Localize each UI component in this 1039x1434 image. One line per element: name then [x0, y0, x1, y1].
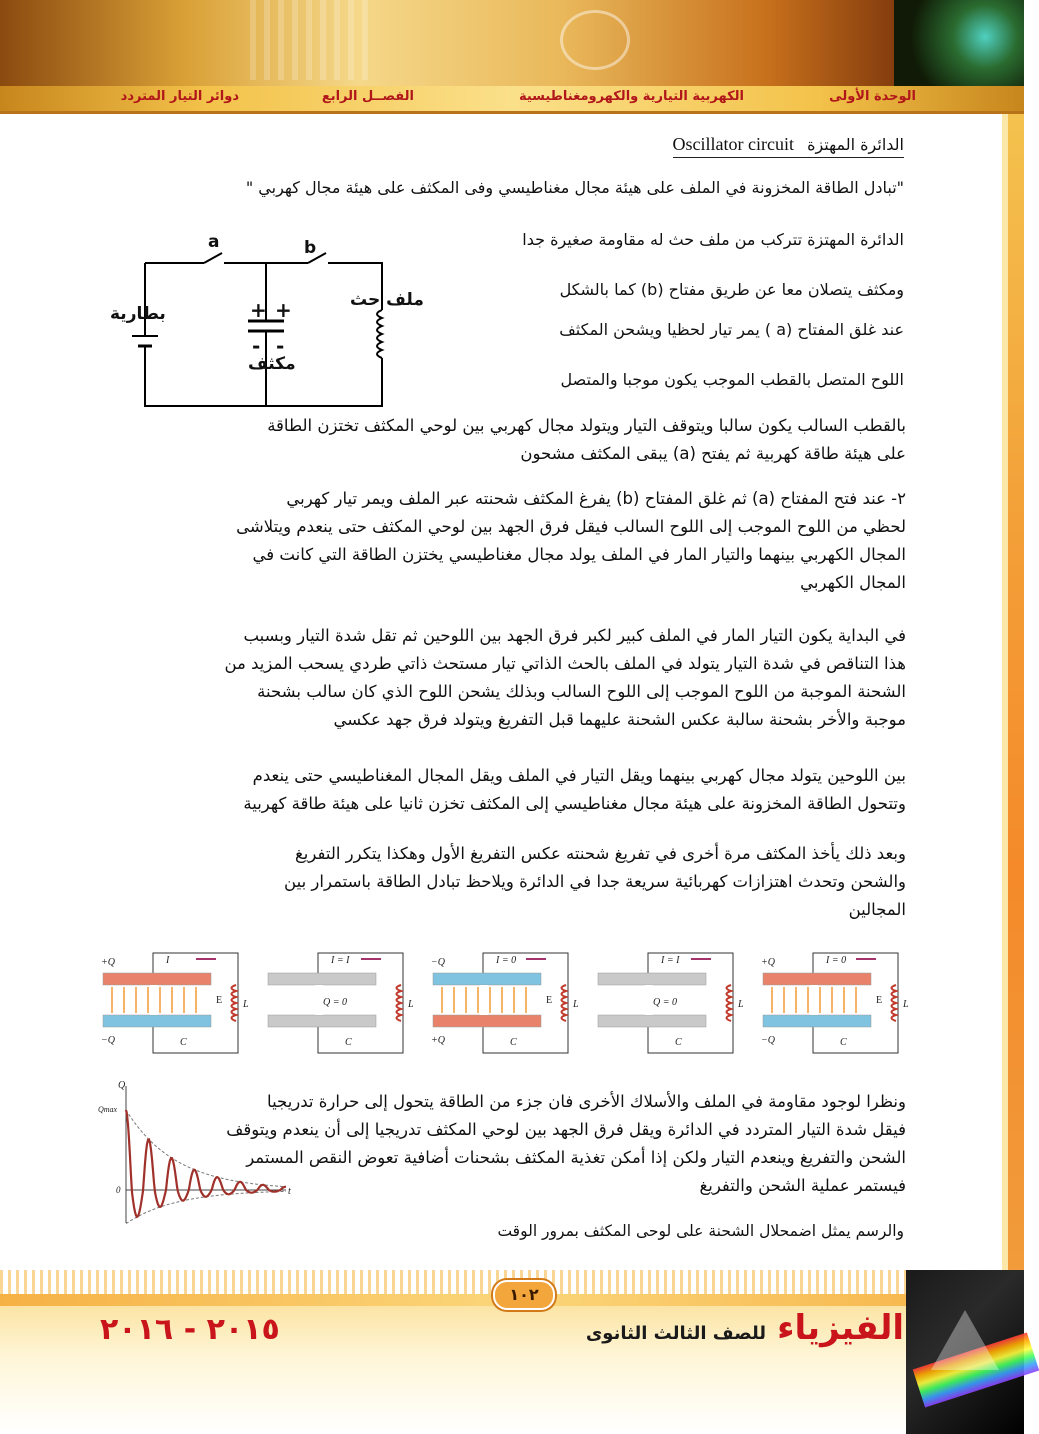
intro-line-3: عند غلق المفتاح (a ) يمر تيار لحظيا ويشحن المكثف [559, 320, 904, 339]
capacitor-label: C [510, 1037, 517, 1048]
q-zero-label: Q = 0 [323, 997, 347, 1008]
capacitor-top-plate [103, 973, 211, 985]
capacitor-top-plate [433, 973, 541, 985]
zero-label: 0 [116, 1185, 121, 1195]
inductor-coil-icon [727, 985, 732, 1021]
q-zero-label: Q = 0 [653, 997, 677, 1008]
text-line: فيستمر عملية الشحن والتفريغ [699, 1176, 906, 1195]
e-field-label: E [216, 995, 223, 1006]
figure-caption: والرسم يمثل اضمحلال الشحنة على لوحى المكثف بمرور الوقت [497, 1222, 904, 1240]
text-line: المجال الكهربي بينهما والتيار المار في الملف يولد مجال مغناطيسي يختزن الطاقة التي كانت في [252, 545, 906, 564]
intro-line-2: ومكثف يتصلان معا عن طريق مفتاح (b) كما بالشكل [559, 280, 904, 299]
section-title-ar: الدائرة المهتزة [807, 135, 904, 154]
damped-chart-svg [96, 1078, 296, 1228]
battery-label: بطارية [110, 304, 166, 324]
gap [810, 985, 818, 1015]
charge-label-top: −Q [431, 957, 445, 968]
inductor-label: L [243, 999, 249, 1010]
paragraph-6 [226, 1088, 906, 1200]
inductor-label: L [738, 999, 744, 1010]
qmax-label: Qmax [98, 1105, 118, 1114]
plus-sign: + [250, 298, 267, 322]
text-line: ونظرا لوجود مقاومة في الملف والأسلاك الأخرى فان جزء من الطاقة يتحول إلى حرارة تدريجيا [267, 1092, 906, 1111]
capacitor-top-plate [598, 973, 706, 985]
intro-continuation [267, 412, 906, 468]
gap [480, 985, 488, 1015]
lc-oscillation-svg [98, 945, 909, 1065]
inductor-label: ملف حث [350, 290, 424, 310]
text-line: فيقل شدة التيار المتردد في الدائرة ويقل فرق الجهد بين لوحي المكثف تدريجيا إلى أن ينعدم ويتوقف [226, 1120, 906, 1139]
text-line: المجالين [848, 900, 906, 919]
paragraph-5 [284, 840, 906, 924]
step-2-paragraph [236, 485, 906, 597]
capacitor-label: C [345, 1037, 352, 1048]
banner-corner-image [894, 0, 1024, 92]
e-field-label: E [876, 995, 883, 1006]
paragraph-4 [243, 762, 906, 818]
book-title [586, 1308, 904, 1348]
gap [645, 985, 653, 1015]
book-title-grade: للصف الثالث الثانوى [585, 1323, 767, 1344]
inductor-coil-icon [397, 985, 402, 1021]
inductor-label: L [573, 999, 579, 1010]
breadcrumb-unit: الوحدة الأولى [829, 89, 916, 104]
gap [150, 985, 158, 1015]
intro-line-4: اللوح المتصل بالقطب الموجب يكون موجبا والمتصل [560, 370, 904, 389]
current-label: I [166, 955, 170, 966]
definition-text: "تبادل الطاقة المخزونة في الملف على هيئة مجال مغناطيسي وفى المكثف على هيئة مجال كهربي " [245, 178, 904, 197]
damped-charge-curve [126, 1110, 286, 1217]
charge-label-top: +Q [101, 957, 115, 968]
text-line: المجال الكهربي [800, 573, 906, 592]
text-line: موجبة والأخر بشحنة سالبة عكس الشحنة عليهما قبل التفريغ ويتولد فرق جهد عكسي [333, 710, 906, 729]
capacitor-label: C [180, 1037, 187, 1048]
prism-image [906, 1270, 1024, 1434]
banner-decoration [250, 0, 370, 80]
text-line: لحظي من اللوح الموجب إلى اللوح السالب فيقل فرق الجهد بين لوحي المكثف حتى ينعدم ويتلاشى [236, 517, 906, 536]
current-label: I = 0 [496, 955, 517, 966]
inductor-icon [377, 310, 382, 358]
text-line: الشحن والتفريغ وينعدم التيار ولكن إذا أمكن تغذية المكثف بشحنات أضافية تعوض النقص المستمر [246, 1148, 906, 1167]
current-label: I = 0 [826, 955, 847, 966]
current-label: I = I [331, 955, 350, 966]
text-line: وتتحول الطاقة المخزونة على هيئة مجال مغناطيسي إلى المكثف تخزن ثانيا على هيئة طاقة كهربية [243, 794, 906, 813]
minus-sign: - [276, 334, 285, 358]
inductor-label: L [408, 999, 414, 1010]
academic-year: ٢٠١٥ - ٢٠١٦ [100, 1312, 280, 1347]
capacitor-bottom-plate [103, 1015, 211, 1027]
text-line: ٢- عند فتح المفتاح (a) ثم غلق المفتاح (b) يفرغ المكثف شحنته عبر الملف ويمر تيار كهربي [286, 489, 906, 508]
inductor-label: L [903, 999, 909, 1010]
breadcrumb-strip [0, 86, 1024, 114]
capacitor-label: C [675, 1037, 682, 1048]
y-axis-label: Q [118, 1080, 126, 1091]
capacitor-bottom-plate [763, 1015, 871, 1027]
minus-sign: - [252, 334, 261, 358]
capacitor-bottom-plate [433, 1015, 541, 1027]
charge-label-bottom: −Q [101, 1035, 115, 1046]
inductor-coil-icon [562, 985, 567, 1021]
breadcrumb-subject: الكهربية التيارية والكهرومغناطيسية [518, 89, 744, 104]
text-line: على هيئة طاقة كهربية ثم يفتح (a) يبقى المكثف مشحون [520, 444, 906, 463]
section-title-en: Oscillator circuit [672, 134, 794, 154]
circuit-diagram [100, 228, 440, 418]
capacitor-label: مكثف [248, 354, 296, 374]
gap [315, 985, 323, 1015]
capacitor-bottom-plate [268, 1015, 376, 1027]
switch-a-icon [204, 253, 222, 263]
top-banner [0, 0, 1024, 92]
current-label: I = I [661, 955, 680, 966]
paragraph-3 [224, 622, 906, 734]
page-number: ١٠٢ [493, 1280, 555, 1310]
switch-a-label: a [208, 232, 220, 252]
breadcrumb-topic: دوائر التيار المتردد [120, 89, 239, 104]
plus-sign: + [275, 298, 292, 322]
switch-b-label: b [304, 238, 317, 258]
text-line: الشحنة الموجبة من اللوح الموجب إلى اللوح السالب وبذلك يشحن اللوح الذي كان سالب بشحنة [257, 682, 906, 701]
capacitor-label: C [840, 1037, 847, 1048]
book-title-main: الفيزياء [777, 1308, 904, 1348]
inductor-coil-icon [232, 985, 237, 1021]
charge-label-top: +Q [761, 957, 775, 968]
charge-label-bottom: +Q [431, 1035, 445, 1046]
lc-oscillation-figure [98, 945, 909, 1065]
inductor-coil-icon [892, 985, 897, 1021]
banner-decoration-circle [560, 10, 630, 70]
text-line: هذا التناقص في شدة التيار يتولد في الملف بالحث الذاتي تيار مستحث ذاتي طردي يسحب المزيد من [224, 654, 906, 673]
capacitor-bottom-plate [598, 1015, 706, 1027]
charge-label-bottom: −Q [761, 1035, 775, 1046]
text-line: في البداية يكون التيار المار في الملف كبير لكبر فرق الجهد بين اللوحين ثم تقل شدة التيار وبسبب [243, 626, 906, 645]
breadcrumb-chapter: الفصــل الرابع [321, 89, 414, 104]
section-title [673, 134, 904, 158]
e-field-label: E [546, 995, 553, 1006]
right-page-border [1002, 114, 1024, 1374]
capacitor-top-plate [268, 973, 376, 985]
x-axis-label: t [288, 1186, 291, 1197]
capacitor-top-plate [763, 973, 871, 985]
text-line: بالقطب السالب يكون سالبا ويتوقف التيار ويتولد مجال كهربي بين لوحي المكثف تختزن الطاقة [267, 416, 906, 435]
damped-charge-chart [96, 1078, 296, 1228]
text-line: والشحن وتحدث اهتزازات كهربائية سريعة جدا في الدائرة ويلاحظ تبادل الطاقة باستمرار بين [284, 872, 906, 891]
text-line: وبعد ذلك يأخذ المكثف مرة أخرى في تفريغ شحنته عكس التفريغ الأول وهكذا يتكرر التفريغ [295, 844, 906, 863]
intro-line-1: الدائرة المهتزة تتركب من ملف حث له مقاومة صغيرة جدا [522, 230, 904, 249]
text-line: بين اللوحين يتولد مجال كهربي بينهما ويقل التيار في الملف ويقل المجال المغناطيسي حتى ينعدم [252, 766, 906, 785]
